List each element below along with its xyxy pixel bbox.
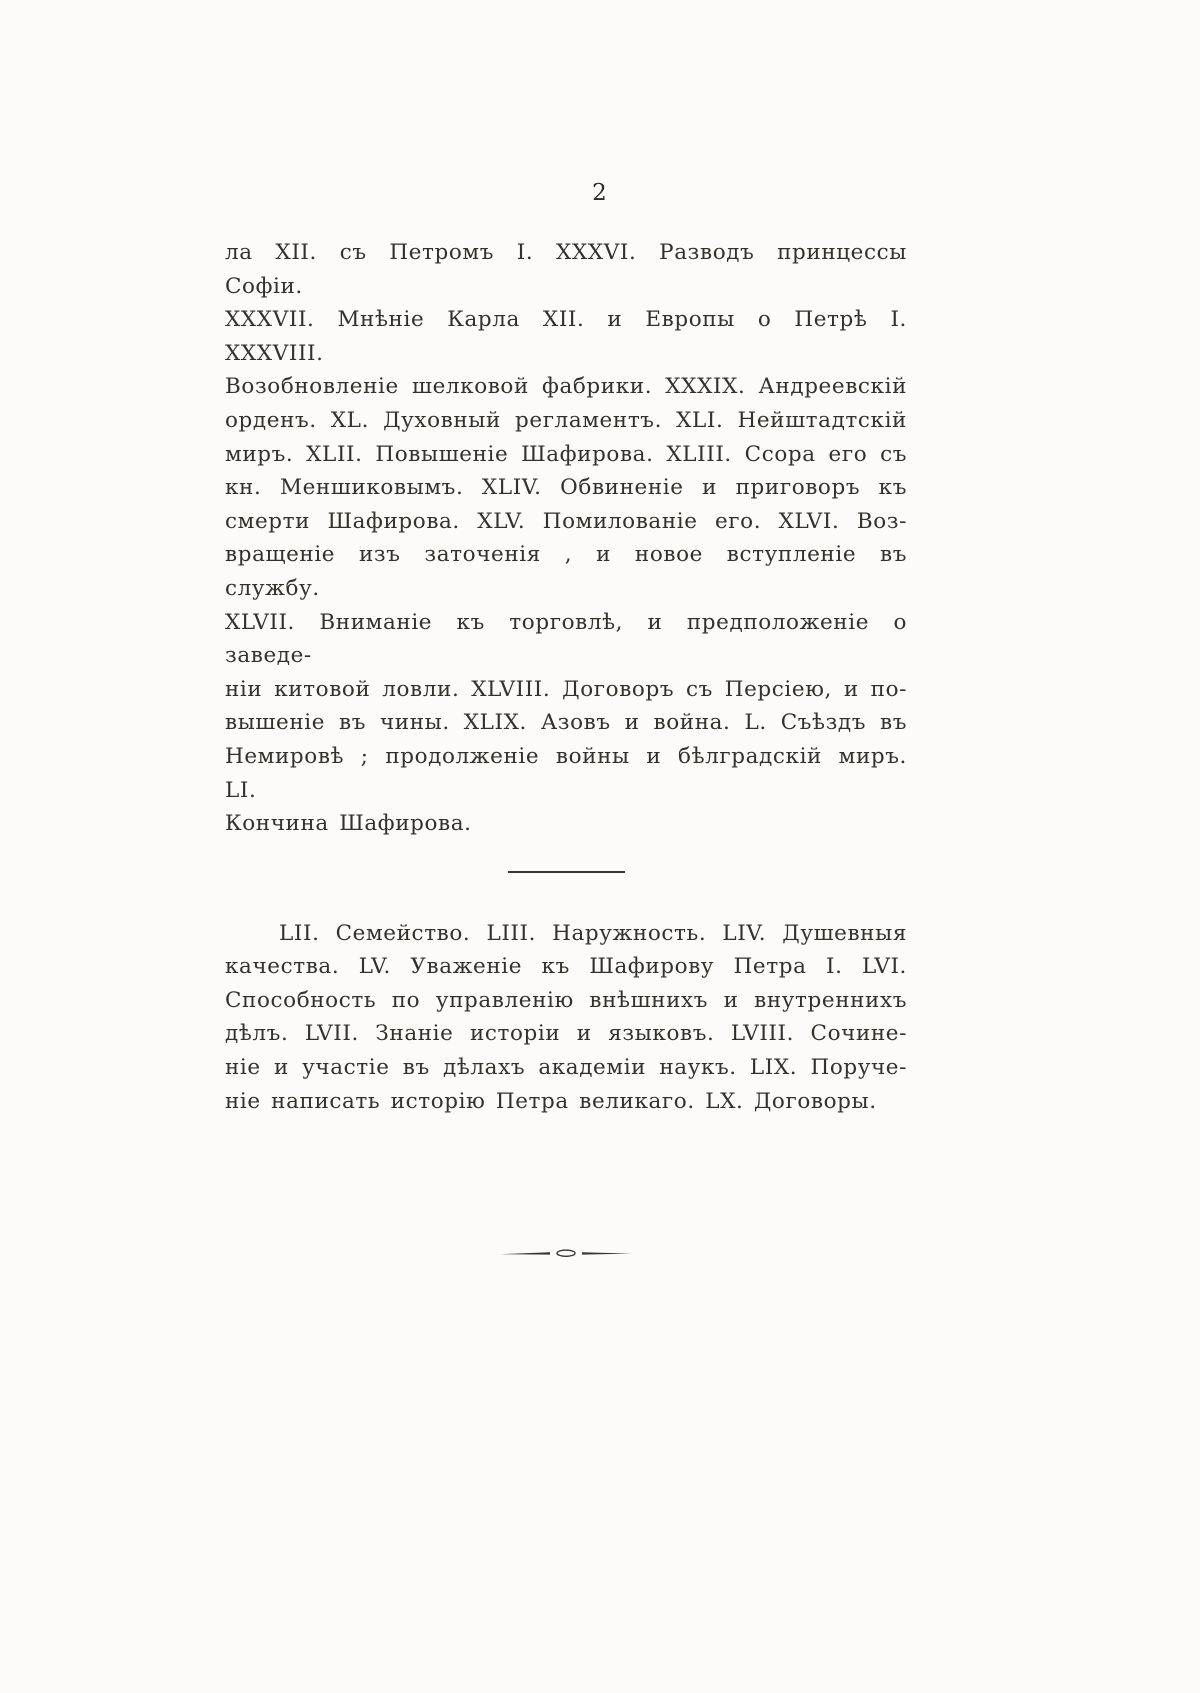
text-line: XXXVII. Мнѣніе Карла XII. и Европы о Петрѣ I. XXXVIII. — [225, 307, 907, 366]
text-line: Способность по управленію внѣшнихъ и внутреннихъ — [225, 987, 907, 1013]
toc-paragraph-1 — [225, 236, 907, 841]
text-line: LII. Семейство. LIII. Наружность. LIV. Душевныя — [279, 920, 907, 946]
text-line: ла XII. съ Петромъ I. XXXVI. Разводъ принцессы Софіи. — [225, 240, 907, 299]
text-line: смерти Шафирова. XLV. Помилованіе его. XLVI. Воз- — [225, 508, 907, 534]
text-line: Немировѣ ; продолженіе войны и бѣлградскій миръ. LI. — [225, 743, 907, 803]
text-line: ніе и участіе въ дѣлахъ академіи наукъ. LIX. Поруче- — [225, 1055, 907, 1081]
text-line: Кончина Шафирова. — [225, 811, 472, 837]
text-line: XLVII. Вниманіе къ торговлѣ, и предположеніе о заведе- — [225, 609, 907, 669]
text-line: вращеніе изъ заточенія , и новое вступленіе въ службу. — [225, 542, 907, 601]
page-number: 2 — [592, 180, 608, 206]
toc-paragraph-2 — [225, 917, 907, 1119]
text-line: Возобновленіе шелковой фабрики. XXXIX. Андреевскій — [225, 374, 907, 400]
text-line: кн. Меншиковымъ. XLIV. Обвиненіе и приговоръ къ — [225, 475, 907, 501]
text-line: миръ. XLII. Повышеніе Шафирова. XLIII. Ссора его съ — [225, 441, 907, 467]
text-block — [225, 236, 907, 1260]
text-line: ніе написать исторію Петра великаго. LX. Договоры. — [225, 1088, 877, 1114]
text-line: дѣлъ. LVII. Знаніе исторіи и языковъ. LVIII. Сочине- — [225, 1021, 907, 1047]
section-divider-rule — [508, 871, 625, 873]
end-ornament-icon — [500, 1246, 632, 1260]
text-line: ніи китовой ловли. XLVIII. Договоръ съ Персіею, и по- — [225, 676, 907, 702]
text-line: орденъ. XL. Духовный регламентъ. XLI. Нейштадтскій — [225, 407, 907, 433]
text-line: вышеніе въ чины. XLIX. Азовъ и война. L. Съѣздъ въ — [225, 710, 907, 736]
text-line: качества. LV. Уваженіе къ Шафирову Петра I. LVI. — [225, 954, 907, 980]
